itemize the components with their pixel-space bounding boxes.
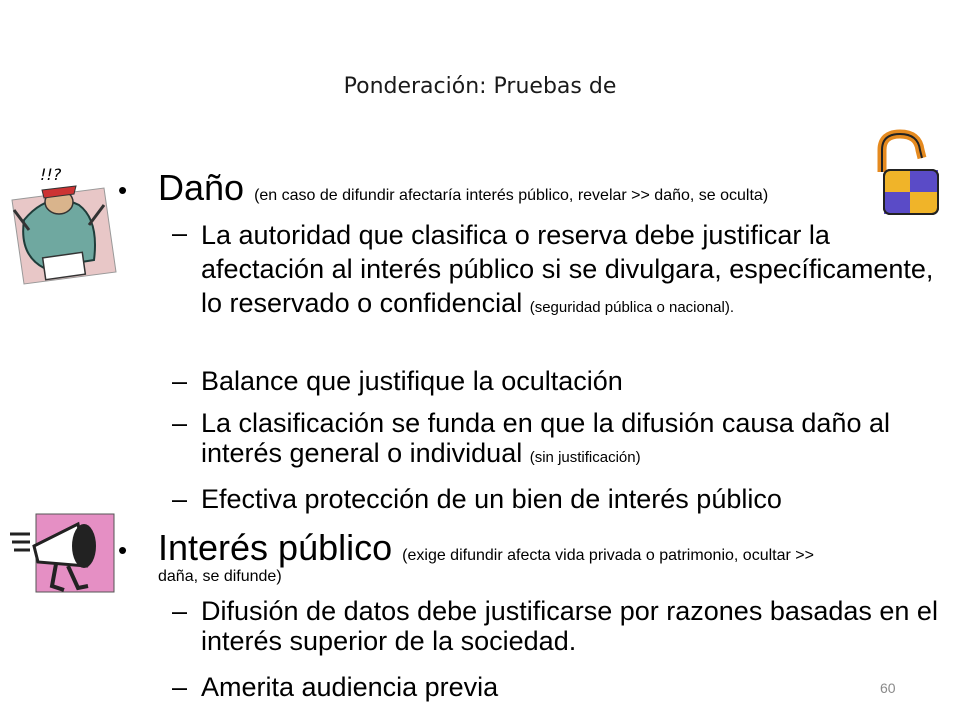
dash-icon: –: [172, 484, 188, 514]
padlock-clipart: [866, 128, 952, 220]
worried-person-clipart: [4, 160, 124, 290]
dash-icon: –: [172, 218, 188, 248]
subbullet-clasificacion-text: La clasificación se funda en que la difusión causa daño al interés general o individual: [201, 408, 890, 468]
bullet-interes-main: Interés público: [158, 527, 393, 568]
subbullet-clasificacion-note: (sin justificación): [529, 449, 641, 466]
subbullet-difusion-text: Difusión de datos debe justificarse por razones basadas en el interés superior de la sociedad.: [201, 596, 938, 656]
bullet-interes-note-continued: daña, se difunde): [158, 568, 282, 585]
bullet-interes-note: (exige difundir afecta vida privada o patrimonio, ocultar >>: [402, 547, 814, 564]
bullet-icon: •: [118, 175, 128, 205]
dash-icon: –: [172, 408, 188, 438]
subbullet-autoridad-note: (seguridad pública o nacional).: [529, 299, 735, 316]
megaphone-clipart: [8, 506, 118, 596]
dash-icon: –: [172, 366, 188, 396]
subbullet-balance-text: Balance que justifique la ocultación: [201, 366, 623, 396]
subbullet-autoridad: [158, 218, 948, 358]
dash-icon: –: [172, 596, 188, 626]
slide-title: Ponderación: Pruebas de: [343, 74, 617, 99]
dash-icon: –: [172, 672, 188, 702]
page-number: 60: [880, 680, 896, 696]
subbullet-audiencia-text: Amerita audiencia previa: [201, 672, 499, 702]
bullet-icon: •: [118, 535, 128, 565]
bullet-dano-main: Daño: [158, 167, 245, 208]
subbullet-autoridad-text: La autoridad que clasifica o reserva debe justificar la afectación al interés público si se divulgara, específicamente, lo reservado o confidencial: [201, 220, 934, 318]
exclaim-text: !!?: [40, 165, 62, 184]
bullet-dano-note: (en caso de difundir afectaría interés público, revelar >> daño, se oculta): [254, 187, 769, 204]
subbullet-proteccion-text: Efectiva protección de un bien de interés público: [201, 484, 782, 514]
